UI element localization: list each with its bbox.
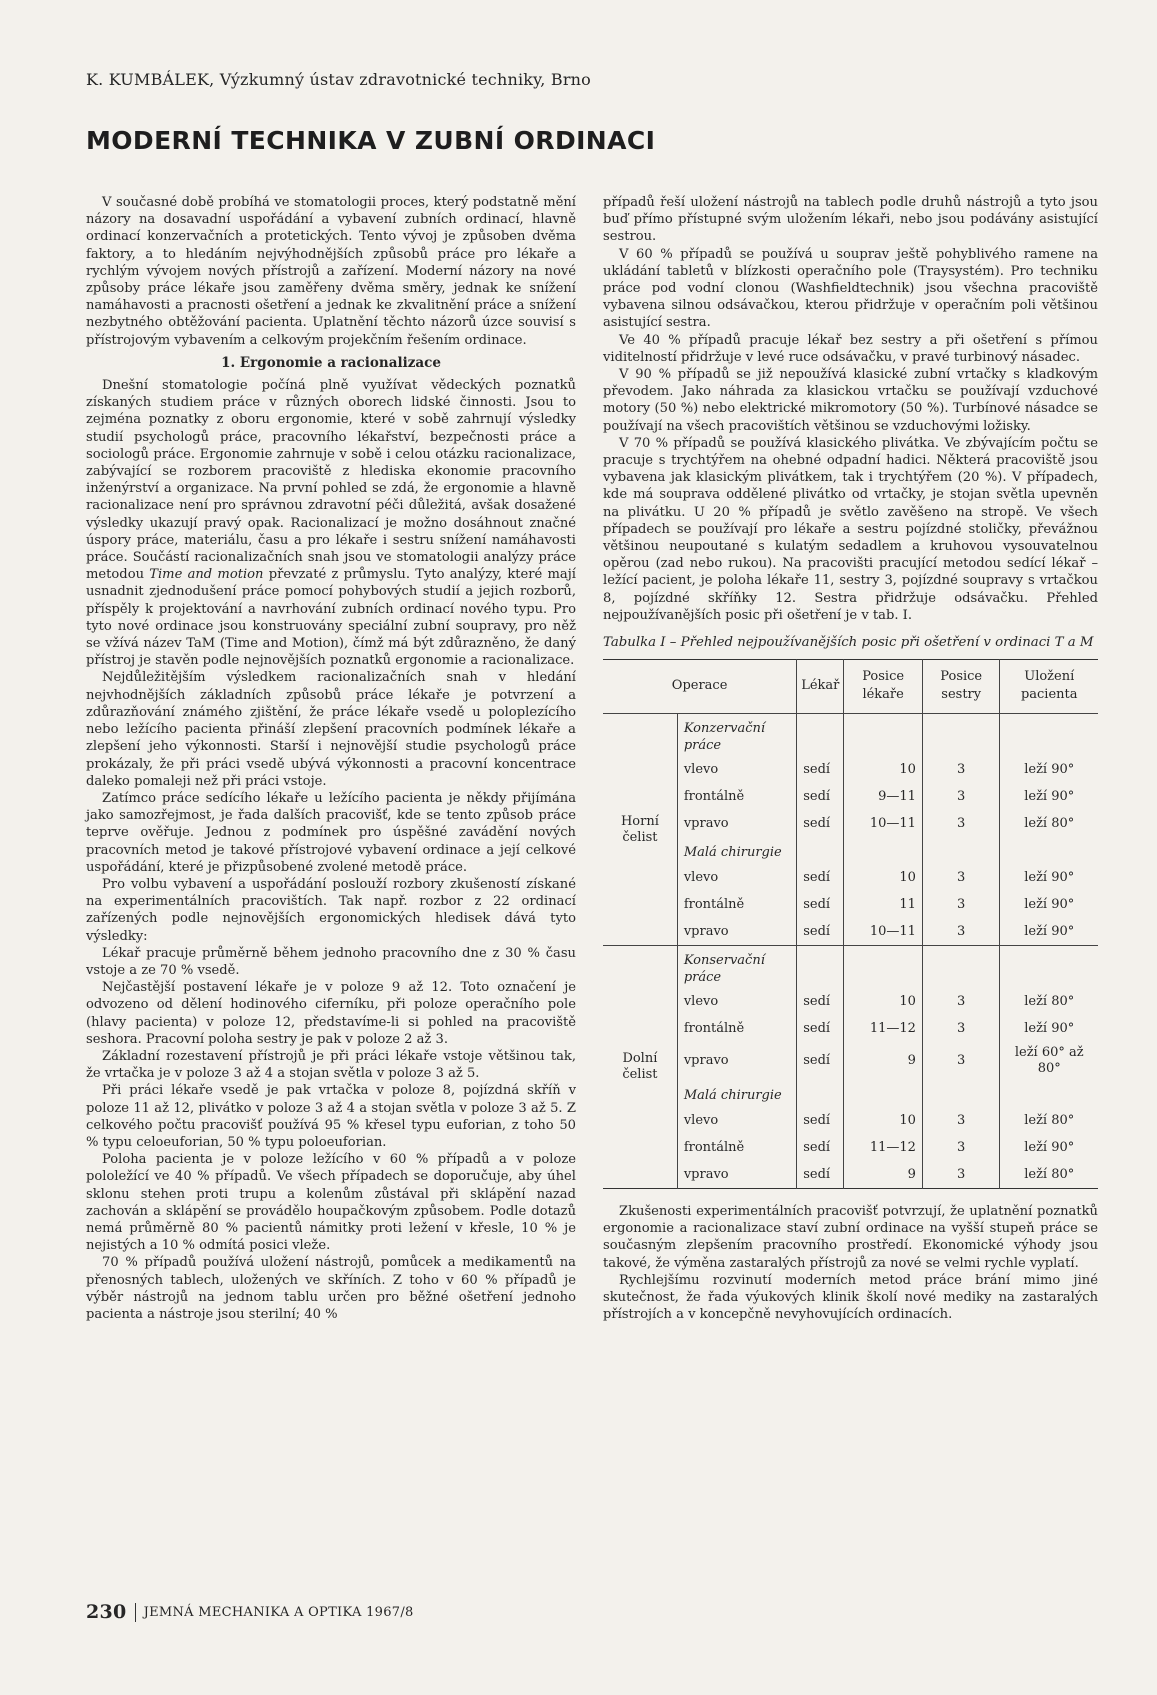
table-group-row bbox=[603, 714, 1098, 757]
cell-doctor: sedí bbox=[797, 1134, 844, 1161]
table-row bbox=[603, 1161, 1098, 1189]
cell-nurse-position: 3 bbox=[922, 988, 1000, 1015]
empty-cell bbox=[797, 714, 844, 757]
cell-patient-position: leží 90° bbox=[1000, 918, 1098, 946]
cell-doctor-position: 9—11 bbox=[844, 783, 923, 810]
page-footer bbox=[86, 1601, 414, 1623]
empty-cell bbox=[922, 946, 1000, 989]
paragraph: V 70 % případů se používá klasického plivátka. Ve zbývajícím počtu se pracuje s trychtýřem na ohebné odpadní hadici. Některá pracoviště jsou vybavena jak klasickým plivátkem, tak i trychtýřem (20 %). V případech, kde má souprava oddělené plivátko od vrtačky, je stojan světla upevněn na plivátku. U 20 % případů je světlo zavěšeno na stropě. Ve všech případech se používají pro lékaře a sestru pojízdné stoličky, převážnou většinou neupoutané s kulatým sedadlem a kruhovou vysouvatelnou opěrou (zad nebo rukou). Na pracovišti pracující metodou sedící lékař – ležící pacient, je poloha lékaře 11, sestry 3, pojízdné soupravy s vrtačkou 8, pojízdné skříňky 12. Sestra přidržuje odsávačku. Přehled nejpoužívanějších posic při ošetření je v tab. I. bbox=[603, 435, 1098, 623]
cell-doctor: sedí bbox=[797, 810, 844, 837]
section-heading: 1. Ergonomie a racionalizace bbox=[221, 354, 441, 371]
cell-doctor-position: 9 bbox=[844, 1042, 923, 1080]
cell-patient-position: leží 90° bbox=[1000, 756, 1098, 783]
cell-doctor-position: 11—12 bbox=[844, 1134, 923, 1161]
table-caption: Tabulka I – Přehled nejpoužívanějších posic při ošetření v ordinaci T a M bbox=[603, 635, 1094, 651]
header-lekar: Lékař bbox=[797, 660, 844, 714]
cell-doctor: sedí bbox=[797, 783, 844, 810]
cell-nurse-position: 3 bbox=[922, 1134, 1000, 1161]
empty-cell bbox=[922, 1080, 1000, 1107]
cell-doctor-position: 10 bbox=[844, 988, 923, 1015]
cell-doctor-position: 10 bbox=[844, 864, 923, 891]
cell-patient-position: leží 80° bbox=[1000, 988, 1098, 1015]
table-group-row bbox=[603, 837, 1098, 864]
cell-operation: vpravo bbox=[677, 1042, 796, 1080]
empty-cell bbox=[844, 1080, 923, 1107]
empty-cell bbox=[797, 1080, 844, 1107]
paragraph: Nejdůležitějším výsledkem racionalizačních snah v hledání nejvhodnějších základních způsobů práce lékaře je potvrzení a zdůrazňování známého zjištění, že práce lékaře vsedě u poloplezícího nebo ležícího pacienta přináší zlepšení pracovních podmínek lékaře a zlepšení jeho výkonnosti. Starší i nejnovější studie psychologů práce prokázaly, že při práci vsedě ubývá výkonnosti a pracovní koncentrace daleko pomaleji než při práci vstoje. bbox=[86, 670, 576, 789]
jaw-label: Dolní čelist bbox=[603, 946, 677, 1189]
cell-nurse-position: 3 bbox=[922, 1107, 1000, 1134]
empty-cell bbox=[844, 837, 923, 864]
left-column bbox=[86, 194, 576, 1323]
cell-operation: vlevo bbox=[677, 756, 796, 783]
article-title: MODERNÍ TECHNIKA V ZUBNÍ ORDINACI bbox=[86, 126, 656, 155]
cell-doctor: sedí bbox=[797, 891, 844, 918]
cell-nurse-position: 3 bbox=[922, 810, 1000, 837]
paragraph: Ve 40 % případů pracuje lékař bez sestry a při ošetření s přímou viditelností přidržuje v levé ruce odsávačku, v pravé turbinový násadec. bbox=[603, 332, 1098, 365]
cell-patient-position: leží 80° bbox=[1000, 810, 1098, 837]
table-group-row bbox=[603, 1080, 1098, 1107]
intro-paragraph: V současné době probíhá ve stomatologii proces, který podstatně mění názory na dosavadní uspořádání a vybavení zubních ordinací, hlavně ordinací konzervačních a protetických. Tento vývoj je způsoben dvěma faktory, a to hledáním nejvýhodnějších způsobů práce pro lékaře a rychlým vývojem nových přístrojů a zařízení. Moderní názory na nové způsoby práce lékaře jsou zaměřeny dvěma směry, jednak ke snížení namáhavosti a pracnosti ošetření a jednak ke zkvalitnění práce a snížení nezbytného obtěžování pacienta. Uplatnění těchto názorů úzce souvisí s přístrojovým vybavením a celkovým projekčním řešením ordinace. bbox=[86, 195, 576, 348]
empty-cell bbox=[797, 837, 844, 864]
cell-operation: vlevo bbox=[677, 864, 796, 891]
cell-patient-position: leží 90° bbox=[1000, 1134, 1098, 1161]
table-row bbox=[603, 756, 1098, 783]
cell-doctor-position: 10 bbox=[844, 1107, 923, 1134]
group-label: Malá chirurgie bbox=[677, 1080, 796, 1107]
cell-doctor: sedí bbox=[797, 1042, 844, 1080]
table-row bbox=[603, 1107, 1098, 1134]
cell-patient-position: leží 80° bbox=[1000, 1107, 1098, 1134]
cell-doctor: sedí bbox=[797, 988, 844, 1015]
cell-doctor: sedí bbox=[797, 918, 844, 946]
paragraph: případů řeší uložení nástrojů na tablech podle druhů nástrojů a tyto jsou buď přímo přístupné svým uložením lékaři, nebo jsou podávány asistující sestrou. bbox=[603, 195, 1098, 245]
footer-divider bbox=[135, 1603, 136, 1622]
cell-doctor: sedí bbox=[797, 1161, 844, 1189]
group-label: Konservační práce bbox=[677, 946, 796, 989]
header-posice-sestry: Posice sestry bbox=[922, 660, 1000, 714]
table-header-row bbox=[603, 660, 1098, 714]
page-number: 230 bbox=[86, 1601, 127, 1623]
cell-operation: vlevo bbox=[677, 1107, 796, 1134]
cell-operation: frontálně bbox=[677, 1015, 796, 1042]
jaw-label: Horní čelist bbox=[620, 813, 659, 845]
table-row bbox=[603, 918, 1098, 946]
cell-doctor: sedí bbox=[797, 1015, 844, 1042]
cell-doctor-position: 11—12 bbox=[844, 1015, 923, 1042]
cell-patient-position: leží 80° bbox=[1000, 1161, 1098, 1189]
table-row bbox=[603, 1134, 1098, 1161]
cell-nurse-position: 3 bbox=[922, 918, 1000, 946]
cell-doctor-position: 9 bbox=[844, 1161, 923, 1189]
header-posice-lekare: Posice lékaře bbox=[844, 660, 923, 714]
paragraph-text: Dnešní stomatologie počíná plně využívat vědeckých poznatků získaných studiem práce v různých oborech lidské činnosti. Jsou to zejména poznatky z oboru ergonomie, které v sobě zahrnují výsledky studií psychologů práce, pracovního lékařství, bezpečnosti práce a sociologů práce. Ergonomie zahrnuje v sobě i celou otázku racionalizace, zabývající se rozborem pracoviště z hlediska ekonomie pracovního inženýrství a organizace. Na první pohled se zdá, že ergonomie a hlavně racionalizace není pro správnou zdravotní péči důležitá, avšak dosažené výsledky ukazují pravý opak. Racionalizací je možno dosáhnout značné úspory práce, materiálu, času a pro lékaře i sestru snížení namáhavosti práce. Součástí racionalizačních snah jsou ve stomatologii analýzy práce metodou bbox=[86, 378, 576, 583]
table-row bbox=[603, 891, 1098, 918]
cell-operation: vpravo bbox=[677, 1161, 796, 1189]
cell-nurse-position: 3 bbox=[922, 864, 1000, 891]
paragraph bbox=[86, 377, 576, 669]
empty-cell bbox=[844, 714, 923, 757]
positions-table bbox=[603, 659, 1098, 1189]
cell-patient-position: leží 90° bbox=[1000, 891, 1098, 918]
cell-operation: vpravo bbox=[677, 918, 796, 946]
cell-nurse-position: 3 bbox=[922, 891, 1000, 918]
italic-term: Time and motion bbox=[149, 567, 264, 583]
empty-cell bbox=[1000, 1080, 1098, 1107]
cell-operation: vpravo bbox=[677, 810, 796, 837]
empty-cell bbox=[922, 714, 1000, 757]
empty-cell bbox=[1000, 714, 1098, 757]
cell-patient-position: leží 60° až 80° bbox=[1000, 1042, 1098, 1080]
cell-doctor-position: 11 bbox=[844, 891, 923, 918]
cell-doctor: sedí bbox=[797, 756, 844, 783]
empty-cell bbox=[1000, 946, 1098, 989]
cell-operation: frontálně bbox=[677, 1134, 796, 1161]
paragraph: Poloha pacienta je v poloze ležícího v 60 % případů a v poloze pololežící ve 40 % případů. Ve všech případech se doporučuje, aby úhel sklonu stehen proti trupu a kolenům zůstával při sklápění nazad zachován a sklápění se provádělo houpačkovým způsobem. Podle dotazů nemá průměrně 80 % pacientů námitky proti ležení v křesle, 10 % je nejistých a 10 % odmítá posici vleže. bbox=[86, 1152, 576, 1254]
cell-nurse-position: 3 bbox=[922, 783, 1000, 810]
empty-cell bbox=[922, 837, 1000, 864]
group-label: Malá chirurgie bbox=[677, 837, 796, 864]
paragraph: Při práci lékaře vsedě je pak vrtačka v poloze 8, pojízdná skříň v poloze 11 až 12, plivátko v poloze 3 až 4 a stojan světla v poloze 3 až 5. Z celkového počtu pracovišť používá 95 % křesel typu euforian, z toho 50 % typu celoeuforian, 50 % typu poloeuforian. bbox=[86, 1083, 576, 1150]
cell-doctor-position: 10—11 bbox=[844, 918, 923, 946]
cell-nurse-position: 3 bbox=[922, 1042, 1000, 1080]
table-row bbox=[603, 1042, 1098, 1080]
cell-patient-position: leží 90° bbox=[1000, 783, 1098, 810]
empty-cell bbox=[797, 946, 844, 989]
header-ulozeni-pacienta: Uložení pacienta bbox=[1000, 660, 1098, 714]
paragraph: Rychlejšímu rozvinutí moderních metod práce brání mimo jiné skutečnost, že řada výukových klinik školí nové mediky na zastaralých přístrojích a v koncepčně nevyhovujících ordinacích. bbox=[603, 1272, 1098, 1323]
header-operace: Operace bbox=[603, 660, 797, 714]
table-row bbox=[603, 988, 1098, 1015]
paragraph: Pro volbu vybavení a uspořádání poslouží rozbory zkušeností získané na experimentálních pracovištích. Tak např. rozbor z 22 ordinací zařízených podle nejnovějších ergonomických hledisek dává tyto výsledky: bbox=[86, 876, 576, 944]
paragraph: 70 % případů používá uložení nástrojů, pomůcek a medikamentů na přenosných tablech, uložených ve skříních. Z toho v 60 % případů je výběr nástrojů na jednom tablu určen pro běžné ošetření jednoho pacienta a nástroje jsou sterilní; 40 % bbox=[86, 1255, 576, 1322]
cell-doctor-position: 10 bbox=[844, 756, 923, 783]
cell-nurse-position: 3 bbox=[922, 756, 1000, 783]
paragraph: V 60 % případů se používá u souprav ještě pohyblivého ramene na ukládání tabletů v blízkosti operačního pole (Traysystém). Pro techniku práce pod vodní clonou (Washfieldtechnik) jsou všechna pracoviště vybavena silnou odsávačkou, kterou přidržuje v operačním poli většinou asistující sestra. bbox=[603, 246, 1098, 331]
paragraph: Nejčastější postavení lékaře je v poloze 9 až 12. Toto označení je odvozeno od dělení hodinového ciferníku, při poloze operačního pole (hlavy pacienta) v poloze 12, představíme-li si pohled na pracoviště seshora. Pracovní poloha sestry je pak v poloze 2 až 3. bbox=[86, 980, 576, 1047]
table-row bbox=[603, 1015, 1098, 1042]
table-group-row bbox=[603, 946, 1098, 989]
group-label: Konzervační práce bbox=[677, 714, 796, 757]
table-body bbox=[603, 714, 1098, 1189]
cell-doctor: sedí bbox=[797, 1107, 844, 1134]
empty-cell bbox=[844, 946, 923, 989]
cell-nurse-position: 3 bbox=[922, 1015, 1000, 1042]
cell-operation: vlevo bbox=[677, 988, 796, 1015]
paragraph: Zatímco práce sedícího lékaře u ležícího pacienta je někdy přijímána jako samozřejmost, je řada dalších pracovišť, kde se tento způsob práce teprve ověřuje. Jednou z podmínek pro úspěšné zavádění nových pracovních metod je takové přístrojové vybavení ordinace a její celkové uspořádání, které je přizpůsobené zvolené metodě práce. bbox=[86, 790, 576, 875]
right-column bbox=[603, 194, 1098, 1324]
table-row bbox=[603, 783, 1098, 810]
cell-patient-position: leží 90° bbox=[1000, 1015, 1098, 1042]
paragraph: Zkušenosti experimentálních pracovišť potvrzují, že uplatnění poznatků ergonomie a racionalizace staví zubní ordinace na vyšší stupeň práce se současným zlepšením pracovního prostředí. Ekonomické výhody jsou takové, že výměna zastaralých přístrojů za nové se velmi rychle vyplatí. bbox=[603, 1204, 1098, 1271]
empty-cell bbox=[1000, 837, 1098, 864]
cell-patient-position: leží 90° bbox=[1000, 864, 1098, 891]
journal-name: JEMNÁ MECHANIKA A OPTIKA 1967/8 bbox=[143, 1604, 414, 1620]
table-row bbox=[603, 864, 1098, 891]
cell-nurse-position: 3 bbox=[922, 1161, 1000, 1189]
cell-operation: frontálně bbox=[677, 783, 796, 810]
cell-operation: frontálně bbox=[677, 891, 796, 918]
paragraph: Základní rozestavení přístrojů je při práci lékaře vstoje většinou tak, že vrtačka je v poloze 3 až 4 a stojan světla v poloze 3 až 5. bbox=[86, 1048, 576, 1082]
paragraph: Lékař pracuje průměrně během jednoho pracovního dne z 30 % času vstoje a ze 70 % vsedě. bbox=[86, 945, 576, 978]
table-row bbox=[603, 810, 1098, 837]
author-line: K. KUMBÁLEK, Výzkumný ústav zdravotnické techniky, Brno bbox=[86, 70, 592, 89]
cell-doctor: sedí bbox=[797, 864, 844, 891]
cell-doctor-position: 10—11 bbox=[844, 810, 923, 837]
paragraph: V 90 % případů se již nepoužívá klasické zubní vrtačky s kladkovým převodem. Jako náhrada za klasickou vrtačku se používají vzduchové motory (50 %) nebo elektrické mikromotory (50 %). Turbínové násadce se používají na všech pracovištích většinou se vzduchovými ložisky. bbox=[603, 367, 1098, 434]
paragraph-text: převzaté z průmyslu. Tyto analýzy, které mají usnadnit zjednodušení práce pomocí pohybových studií a jejich rozborů, příspěly k projektování a navrhování zubních ordinací nového typu. Pro tyto nové ordinace jsou konstruovány speciální zubní soupravy, pro něž se vžívá název TaM (Time and Motion), čímž má být zdůrazněno, že daný přístroj je stavěn podle nejnovějších poznatků ergonomie a racionalizace. bbox=[86, 567, 576, 669]
